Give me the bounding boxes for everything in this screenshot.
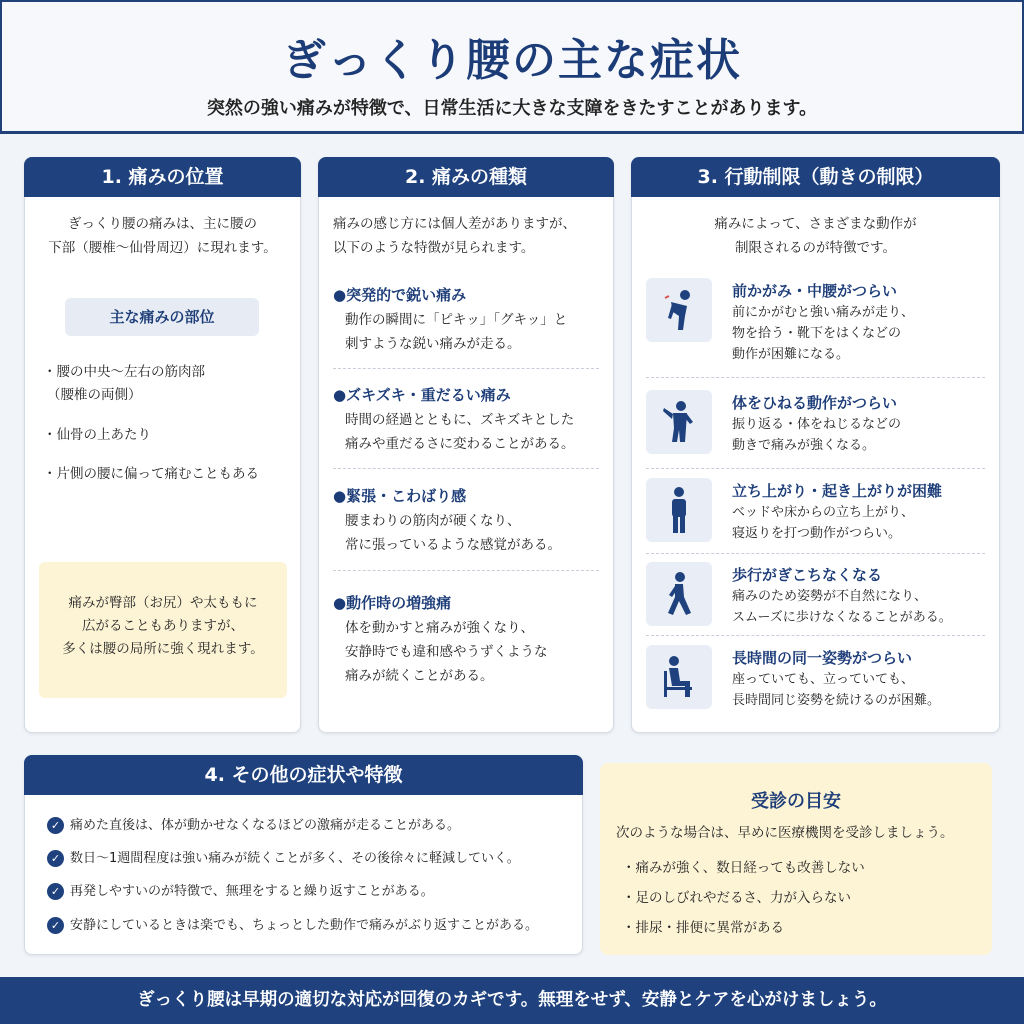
consultation-item: ・足のしびれやだるさ、力が入らない: [622, 890, 851, 906]
movement-limits-card: 3. 行動制限（動きの制限） 痛みによって、さまざまな動作が 制限されるのが特徴です。 前かがみ・中腰がつらい 前にかがむと強い痛みが走り、 物を拾う・靴下をはくなどの 動作が困難になる。 体をひねる動作がつらい 振り返る・体をねじるなどの 動きで痛みが強くなる。 立ち上がり・起き上がりが困難 ベッドや床からの立ち上がり、 寝返りを打つ動作がつらい。 歩行がぎこちなくなる 痛みのため姿勢が不自然になり、 スムーズに歩けなくなることがある。 長時間の同一姿勢がつらい 座っていても、立っていても、 長時間同じ姿勢を続けるのが困難。: [631, 157, 1000, 733]
pain-location-card: [24, 157, 301, 733]
standing-person-icon: [646, 478, 712, 542]
pain-type-lead: 痛みの感じ方には個人差がありますが、 以下のような特徴が見られます。: [333, 216, 576, 256]
pain-type-item: ●緊張・こわばり感 腰まわりの筋肉が硬くなり、 常に張っているような感覚がある。: [333, 487, 561, 553]
check-icon: ✓: [47, 850, 64, 867]
pain-area-item: ・腰の中央〜左右の筋肉部: [43, 364, 205, 380]
check-icon: ✓: [47, 817, 64, 834]
page-subtitle: 突然の強い痛みが特徴で、日常生活に大きな支障をきたすことがあります。: [206, 98, 818, 119]
divider: [333, 570, 599, 571]
pain-type-card: [318, 157, 614, 733]
pain-area-item: ・仙骨の上あたり: [43, 427, 151, 443]
other-symptoms-heading: 4. その他の症状や特徴: [24, 755, 583, 795]
movement-limits-heading: 3. 行動制限（動きの制限）: [631, 157, 1000, 197]
pain-type-heading: 2. 痛みの種類: [318, 157, 614, 197]
pain-type-item: ●動作時の増強痛 体を動かすと痛みが強くなり、 安静時でも違和感やうずくような 痛みが続くことがある。: [333, 594, 548, 684]
divider: [333, 468, 599, 469]
divider: [333, 368, 599, 369]
bending-person-icon: [646, 278, 712, 342]
main-pain-areas-label: 主な痛みの部位: [65, 298, 259, 336]
divider: [646, 468, 985, 469]
twisting-person-icon: [646, 390, 712, 454]
symptom-item: ✓ 痛めた直後は、体が動かせなくなるほどの激痛が走ることがある。: [47, 816, 460, 836]
pain-type-item: ●ズキズキ・重だるい痛み 時間の経過とともに、ズキズキとした 痛みや重だるさに変わることがある。: [333, 386, 575, 452]
pain-area-item: （腰椎の両側）: [47, 387, 142, 403]
pain-location-lead: ぎっくり腰の痛みは、主に腰の 下部（腰椎〜仙骨周辺）に現れます。: [48, 216, 277, 256]
sitting-person-icon: [646, 645, 712, 709]
page-title: ぎっくり腰の主な症状: [282, 35, 742, 86]
movement-limits-lead: 痛みによって、さまざまな動作が 制限されるのが特徴です。: [714, 216, 917, 256]
consultation-guide: [600, 763, 992, 955]
symptom-item: ✓ 安静にしているときは楽でも、ちょっとした動作で痛みがぶり返すことがある。: [47, 916, 538, 936]
pain-spread-note: 痛みが臀部（お尻）や太ももに 広がることもありますが、 多くは腰の局所に強く現れます。: [39, 562, 287, 698]
consultation-item: ・排尿・排便に異常がある: [622, 920, 784, 936]
symptom-item: ✓ 数日〜1週間程度は強い痛みが続くことが多く、その後徐々に軽減していく。: [47, 849, 520, 869]
divider: [646, 635, 985, 636]
symptom-item: ✓ 再発しやすいのが特徴で、無理をすると繰り返すことがある。: [47, 882, 434, 902]
walking-person-icon: [646, 562, 712, 626]
pain-area-item: ・片側の腰に偏って痛むこともある: [43, 466, 259, 482]
divider: [646, 553, 985, 554]
pain-type-item: ●突発的で鋭い痛み 動作の瞬間に「ピキッ」「グキッ」と 刺すような鋭い痛みが走る。: [333, 286, 568, 352]
footer-banner: ぎっくり腰は早期の適切な対応が回復のカギです。無理をせず、安静とケアを心がけましょう。: [0, 977, 1024, 1024]
consultation-item: ・痛みが強く、数日経っても改善しない: [622, 860, 865, 876]
page-header: [0, 0, 1024, 134]
divider: [646, 377, 985, 378]
consultation-heading: 受診の目安: [751, 791, 841, 812]
check-icon: ✓: [47, 883, 64, 900]
check-icon: ✓: [47, 917, 64, 934]
other-symptoms-card: [24, 755, 583, 955]
consultation-lead: 次のような場合は、早めに医療機関を受診しましょう。: [616, 825, 954, 841]
pain-location-heading: 1. 痛みの位置: [24, 157, 301, 197]
